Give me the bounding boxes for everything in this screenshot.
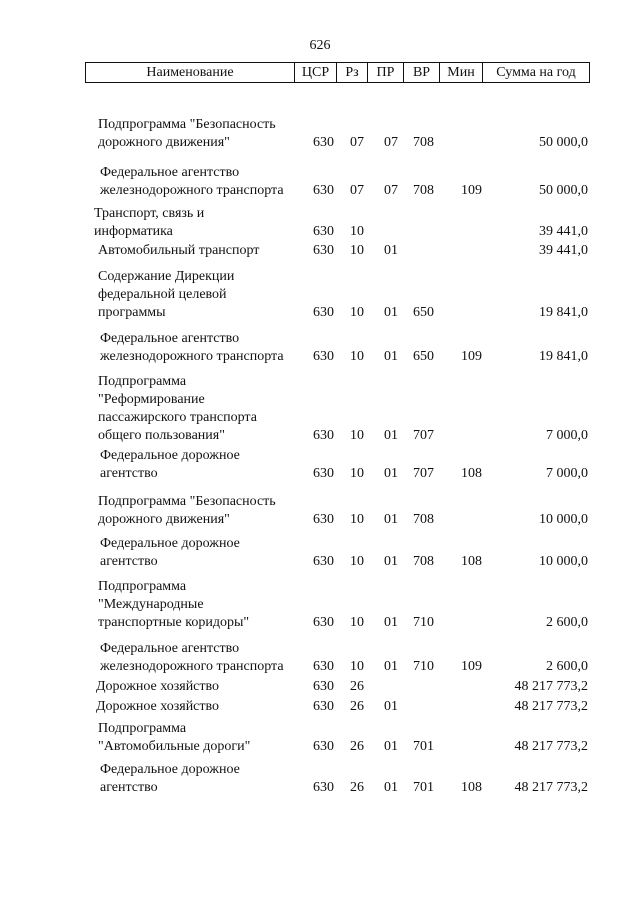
row-name-line: программы bbox=[98, 305, 166, 320]
cell-vr: 707 bbox=[413, 466, 434, 481]
cell-min: 108 bbox=[461, 554, 482, 569]
cell-csr: 630 bbox=[313, 780, 334, 795]
table-row bbox=[0, 205, 640, 241]
table-row bbox=[0, 720, 640, 756]
cell-pr: 01 bbox=[384, 466, 398, 481]
cell-vr: 708 bbox=[413, 183, 434, 198]
cell-vr: 708 bbox=[413, 512, 434, 527]
cell-csr: 630 bbox=[313, 183, 334, 198]
row-name-line: железнодорожного транспорта bbox=[100, 659, 284, 674]
cell-csr: 630 bbox=[313, 349, 334, 364]
row-name-line: агентство bbox=[100, 554, 158, 569]
cell-pr: 01 bbox=[384, 428, 398, 443]
cell-sum: 50 000,0 bbox=[539, 183, 588, 198]
row-name bbox=[100, 330, 315, 366]
table-row bbox=[0, 373, 640, 445]
row-name bbox=[100, 164, 315, 200]
cell-sum: 7 000,0 bbox=[546, 466, 588, 481]
table-row bbox=[0, 493, 640, 529]
cell-pr: 01 bbox=[384, 780, 398, 795]
row-name bbox=[98, 373, 313, 445]
cell-vr: 701 bbox=[413, 739, 434, 754]
cell-sum: 10 000,0 bbox=[539, 512, 588, 527]
row-name bbox=[98, 720, 313, 756]
header-sum: Сумма на год bbox=[482, 63, 589, 82]
row-name-line: Подпрограмма bbox=[98, 721, 187, 736]
cell-pr: 01 bbox=[384, 349, 398, 364]
cell-min: 108 bbox=[461, 780, 482, 795]
table-row bbox=[0, 330, 640, 366]
cell-rz: 10 bbox=[350, 224, 364, 239]
row-name bbox=[96, 698, 311, 716]
cell-rz: 10 bbox=[350, 615, 364, 630]
row-name-line: Дорожное хозяйство bbox=[96, 699, 220, 714]
row-name-line: Дорожное хозяйство bbox=[96, 679, 220, 694]
row-name bbox=[98, 242, 313, 260]
cell-rz: 10 bbox=[350, 243, 364, 258]
cell-sum: 48 217 773,2 bbox=[514, 739, 588, 754]
row-name bbox=[100, 761, 315, 797]
table-row bbox=[0, 116, 640, 152]
cell-pr: 01 bbox=[384, 243, 398, 258]
cell-vr: 650 bbox=[413, 305, 434, 320]
cell-rz: 07 bbox=[350, 135, 364, 150]
page-number: 626 bbox=[309, 38, 331, 53]
cell-rz: 10 bbox=[350, 349, 364, 364]
row-name bbox=[100, 640, 315, 676]
cell-sum: 39 441,0 bbox=[539, 243, 588, 258]
cell-min: 109 bbox=[461, 659, 482, 674]
row-name-line: Автомобильный транспорт bbox=[98, 243, 260, 258]
row-name-line: Подпрограмма bbox=[98, 579, 187, 594]
cell-pr: 01 bbox=[384, 512, 398, 527]
cell-sum: 50 000,0 bbox=[539, 135, 588, 150]
cell-csr: 630 bbox=[313, 679, 334, 694]
table-row bbox=[0, 535, 640, 571]
cell-sum: 39 441,0 bbox=[539, 224, 588, 239]
row-name bbox=[94, 205, 309, 241]
table-row bbox=[0, 164, 640, 200]
cell-rz: 07 bbox=[350, 183, 364, 198]
cell-min: 109 bbox=[461, 349, 482, 364]
row-name-line: пассажирского транспорта bbox=[98, 410, 257, 425]
row-name bbox=[98, 116, 313, 152]
cell-vr: 707 bbox=[413, 428, 434, 443]
cell-sum: 7 000,0 bbox=[546, 428, 588, 443]
row-name-line: Содержание Дирекции bbox=[98, 269, 235, 284]
row-name-line: агентство bbox=[100, 780, 158, 795]
cell-rz: 26 bbox=[350, 780, 364, 795]
row-name bbox=[100, 535, 315, 571]
cell-rz: 10 bbox=[350, 305, 364, 320]
row-name-line: "Международные bbox=[98, 597, 204, 612]
cell-rz: 10 bbox=[350, 512, 364, 527]
row-name-line: Подпрограмма "Безопасность bbox=[98, 494, 276, 509]
table-row bbox=[0, 698, 640, 716]
row-name-line: Федеральное агентство bbox=[100, 165, 240, 180]
cell-sum: 2 600,0 bbox=[546, 659, 588, 674]
row-name bbox=[96, 678, 311, 696]
cell-pr: 01 bbox=[384, 739, 398, 754]
table-row bbox=[0, 268, 640, 322]
cell-rz: 26 bbox=[350, 699, 364, 714]
header-csr: ЦСР bbox=[294, 63, 336, 82]
row-name-line: транспортные коридоры" bbox=[98, 615, 250, 630]
cell-csr: 630 bbox=[313, 615, 334, 630]
row-name bbox=[98, 493, 313, 529]
cell-rz: 26 bbox=[350, 739, 364, 754]
header-name: Наименование bbox=[146, 64, 234, 80]
header-pr: ПР bbox=[367, 63, 403, 82]
row-name bbox=[100, 447, 315, 483]
cell-pr: 01 bbox=[384, 554, 398, 569]
cell-csr: 630 bbox=[313, 699, 334, 714]
row-name-line: железнодорожного транспорта bbox=[100, 183, 284, 198]
row-name-line: железнодорожного транспорта bbox=[100, 349, 284, 364]
row-name-line: Федеральное дорожное bbox=[100, 448, 240, 463]
cell-vr: 701 bbox=[413, 780, 434, 795]
row-name-line: агентство bbox=[100, 466, 158, 481]
cell-rz: 26 bbox=[350, 679, 364, 694]
cell-vr: 710 bbox=[413, 615, 434, 630]
cell-sum: 48 217 773,2 bbox=[514, 699, 588, 714]
row-name-line: федеральной целевой bbox=[98, 287, 227, 302]
cell-sum: 19 841,0 bbox=[539, 305, 588, 320]
cell-rz: 10 bbox=[350, 428, 364, 443]
cell-vr: 710 bbox=[413, 659, 434, 674]
cell-csr: 630 bbox=[313, 512, 334, 527]
cell-rz: 10 bbox=[350, 659, 364, 674]
cell-vr: 708 bbox=[413, 554, 434, 569]
cell-csr: 630 bbox=[313, 554, 334, 569]
header-vr: ВР bbox=[403, 63, 439, 82]
table-row bbox=[0, 578, 640, 632]
table-row bbox=[0, 761, 640, 797]
cell-csr: 630 bbox=[313, 659, 334, 674]
row-name-line: информатика bbox=[94, 224, 173, 239]
row-name-line: дорожного движения" bbox=[98, 135, 230, 150]
cell-csr: 630 bbox=[313, 428, 334, 443]
table-row bbox=[0, 242, 640, 260]
cell-pr: 01 bbox=[384, 659, 398, 674]
cell-vr: 708 bbox=[413, 135, 434, 150]
cell-csr: 630 bbox=[313, 135, 334, 150]
cell-sum: 48 217 773,2 bbox=[514, 780, 588, 795]
cell-pr: 01 bbox=[384, 699, 398, 714]
row-name-line: Федеральное дорожное bbox=[100, 536, 240, 551]
cell-rz: 10 bbox=[350, 554, 364, 569]
header-rz: Рз bbox=[336, 63, 367, 82]
cell-rz: 10 bbox=[350, 466, 364, 481]
header-min: Мин bbox=[439, 63, 482, 82]
cell-csr: 630 bbox=[313, 466, 334, 481]
row-name-line: Федеральное дорожное bbox=[100, 762, 240, 777]
row-name-line: "Автомобильные дороги" bbox=[98, 739, 251, 754]
row-name-line: дорожного движения" bbox=[98, 512, 230, 527]
row-name-line: "Реформирование bbox=[98, 392, 205, 407]
cell-sum: 10 000,0 bbox=[539, 554, 588, 569]
row-name-line: Подпрограмма "Безопасность bbox=[98, 117, 276, 132]
table-row bbox=[0, 640, 640, 676]
cell-vr: 650 bbox=[413, 349, 434, 364]
cell-min: 109 bbox=[461, 183, 482, 198]
cell-sum: 2 600,0 bbox=[546, 615, 588, 630]
cell-sum: 19 841,0 bbox=[539, 349, 588, 364]
cell-pr: 01 bbox=[384, 305, 398, 320]
table-row bbox=[0, 447, 640, 483]
cell-csr: 630 bbox=[313, 243, 334, 258]
row-name-line: общего пользования" bbox=[98, 428, 225, 443]
cell-pr: 01 bbox=[384, 615, 398, 630]
row-name bbox=[98, 578, 313, 632]
cell-csr: 630 bbox=[313, 739, 334, 754]
row-name bbox=[98, 268, 313, 322]
table-row bbox=[0, 678, 640, 696]
cell-pr: 07 bbox=[384, 183, 398, 198]
cell-pr: 07 bbox=[384, 135, 398, 150]
cell-csr: 630 bbox=[313, 224, 334, 239]
cell-sum: 48 217 773,2 bbox=[514, 679, 588, 694]
row-name-line: Подпрограмма bbox=[98, 374, 187, 389]
cell-csr: 630 bbox=[313, 305, 334, 320]
row-name-line: Федеральное агентство bbox=[100, 331, 240, 346]
row-name-line: Федеральное агентство bbox=[100, 641, 240, 656]
cell-min: 108 bbox=[461, 466, 482, 481]
row-name-line: Транспорт, связь и bbox=[94, 206, 205, 221]
